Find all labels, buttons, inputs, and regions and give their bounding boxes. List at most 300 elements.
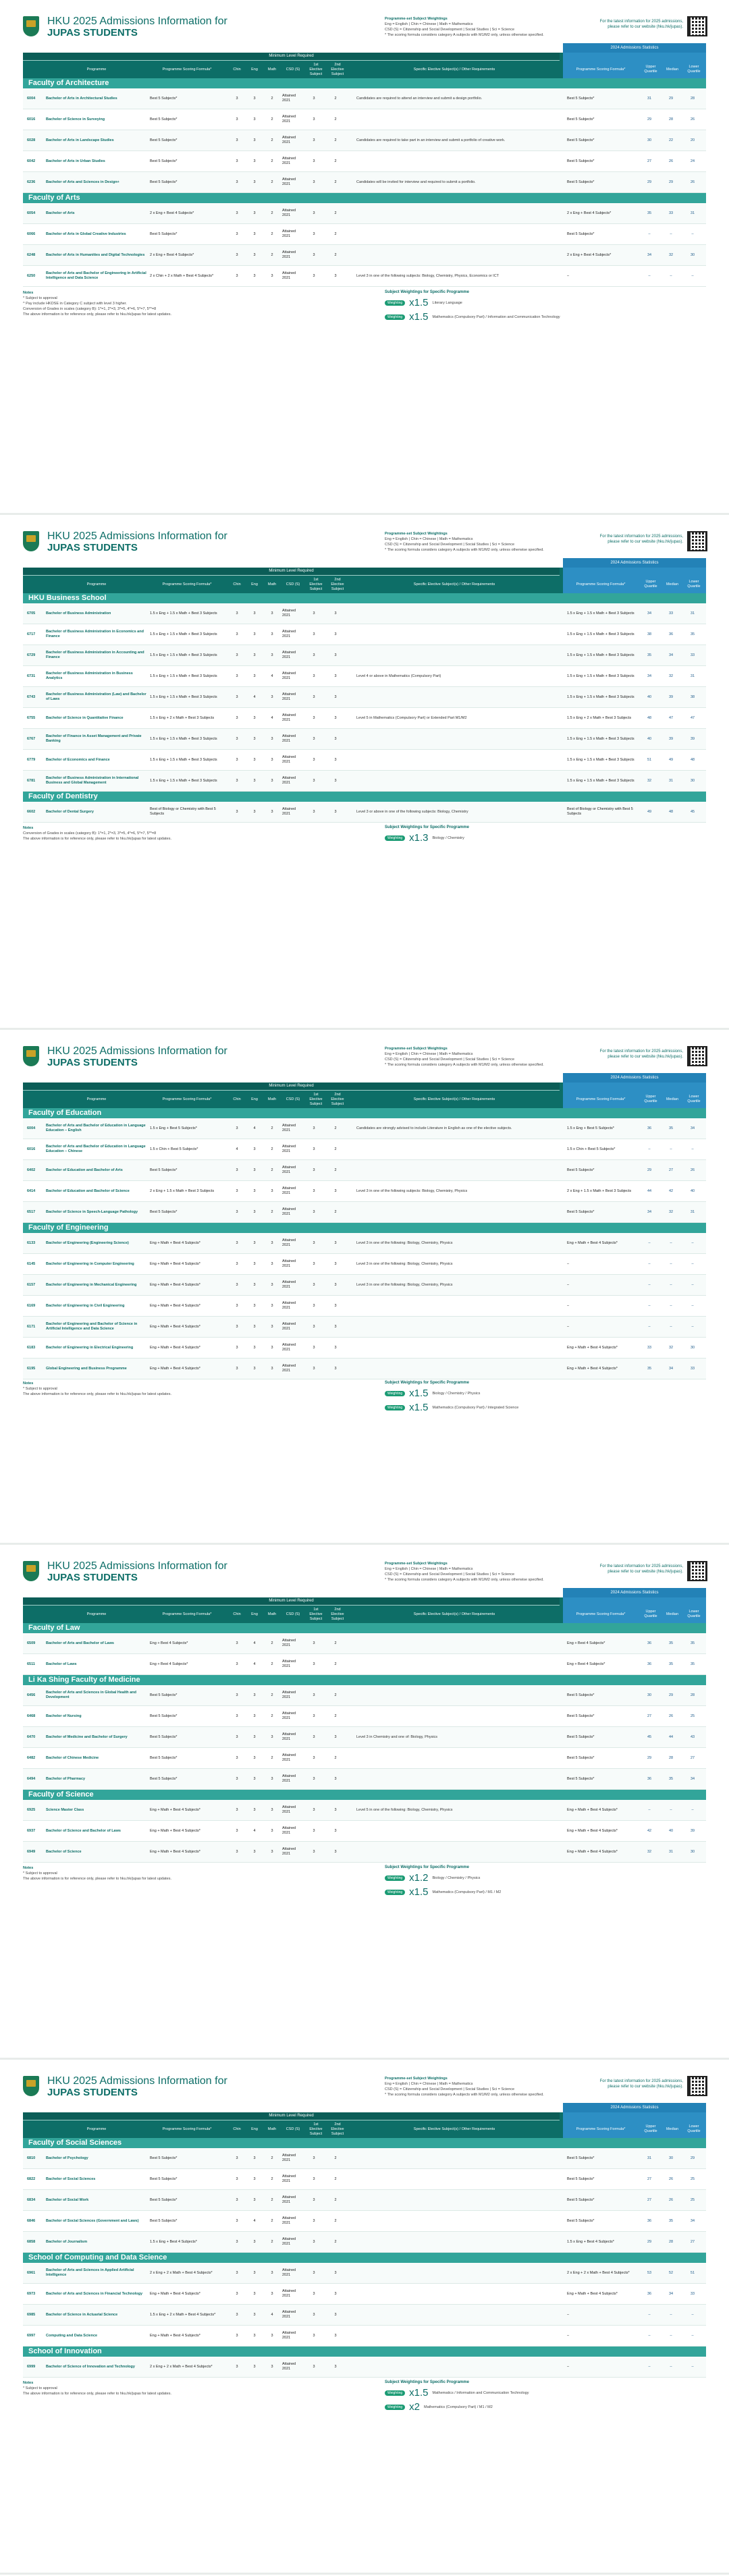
level-chin: 3 (236, 736, 238, 741)
level-eng: 3 (253, 138, 256, 142)
note-line: * Subject to approval (23, 1871, 57, 1875)
stats-formula: Eng + Math + Best 4 Subjects* (567, 1849, 618, 1854)
specific-requirements (356, 1317, 552, 1337)
header-formula2: Programme Scoring Formula* (576, 582, 626, 586)
legend-line: Eng = English | Chin = Chinese | Math = Mathematics (385, 1052, 473, 1056)
level-math: 2 (271, 1126, 273, 1130)
programme-name[interactable]: Bachelor of Social Work (46, 2197, 89, 2202)
specific-requirements (356, 1654, 552, 1674)
lower-quartile: 26 (690, 1168, 695, 1172)
level-e2: 2 (334, 2156, 337, 2160)
programme-code: 6779 (27, 757, 36, 762)
scoring-formula: Best 5 Subjects* (150, 1755, 178, 1760)
specific-requirements (356, 624, 552, 645)
latest-info-text[interactable]: For the latest information for 2025 admissions, please refer to our website (hku.hk/jupas). (599, 20, 683, 29)
programme-name[interactable]: Bachelor of Psychology (46, 2156, 88, 2160)
note-line: ^ Pay include HKDSE in Category C subject with level 3 higher. (23, 302, 127, 306)
header-formula2: Programme Scoring Formula* (576, 1612, 626, 1616)
stats-formula: Best 5 Subjects* (567, 1776, 595, 1781)
level-eng: 3 (253, 211, 256, 215)
scoring-formula: 2 x Eng + 2 x Math + Best 4 Subjects* (150, 2270, 213, 2275)
upper-quartile: 53 (647, 2270, 652, 2275)
section-heading: HKU Business School (23, 593, 706, 603)
section-heading: School of Computing and Data Science (23, 2253, 706, 2263)
level-csd: Attained 2021 (282, 1124, 296, 1132)
median: 52 (668, 2270, 674, 2275)
latest-info-text[interactable]: For the latest information for 2025 admissions, please refer to our website (hku.hk/jupas). (599, 535, 683, 544)
table-row (23, 1181, 706, 1202)
programme-name[interactable]: Bachelor of Science of Innovation and Technology (46, 2364, 135, 2369)
legend-line: * The scoring formula considers category A subjects with M1/M2 only, unless otherwise specified. (385, 1578, 544, 1582)
table-row (23, 1685, 706, 1706)
level-eng: 3 (253, 1807, 256, 1812)
programme-name[interactable]: Bachelor of Arts in Global Creative Industries (46, 231, 126, 236)
legend-line: * The scoring formula considers category A subjects with M1/M2 only, unless otherwise specified. (385, 1063, 544, 1067)
header-programme: Programme (86, 1612, 107, 1616)
programme-name[interactable]: Bachelor of Arts and Sciences in Global Health and Development (46, 1691, 136, 1699)
programme-name[interactable]: Bachelor of Engineering in Mechanical Engineering (46, 1282, 137, 1287)
median: – (670, 1324, 672, 1329)
legend-title: Programme-set Subject Weightings (385, 1047, 448, 1051)
level-chin: 3 (236, 1714, 238, 1718)
programme-name[interactable]: Bachelor of Chinese Medicine (46, 1755, 99, 1760)
section-heading: Faculty of Dentistry (23, 792, 706, 802)
upper-quartile: 42 (647, 1828, 652, 1833)
median: 27 (668, 1168, 674, 1172)
level-chin: 3 (236, 809, 238, 814)
specific-requirements (356, 1202, 552, 1222)
programme-name[interactable]: Global Engineering and Business Programme (46, 1366, 127, 1371)
programme-code: 6004 (27, 96, 36, 101)
level-csd: Attained 2021 (282, 2310, 296, 2319)
level-e2: 3 (334, 778, 337, 783)
level-math: 3 (271, 1366, 273, 1371)
lower-quartile: – (691, 1807, 694, 1812)
programme-code: 6997 (27, 2333, 36, 2338)
level-csd: Attained 2021 (282, 692, 296, 701)
table-row (23, 2190, 706, 2211)
table-header (23, 1076, 706, 1108)
level-csd: Attained 2021 (282, 713, 296, 722)
lower-quartile: – (691, 231, 694, 236)
specific-requirements (356, 1769, 552, 1789)
lower-quartile: 29 (690, 2156, 695, 2160)
programme-name[interactable]: Science Master Class (46, 1807, 84, 1812)
median: 29 (668, 1693, 674, 1697)
programme-name[interactable]: Bachelor of Business Administration in International Business and Global Management (46, 776, 139, 785)
qr-code-icon[interactable] (687, 16, 707, 36)
level-math: 2 (271, 1755, 273, 1760)
level-e2: 3 (334, 2291, 337, 2296)
header-eng: Eng (251, 582, 258, 586)
programme-name[interactable]: Bachelor of Science (46, 1849, 82, 1854)
programme-code: 6781 (27, 778, 36, 783)
min-level-header: Minimum Level Required (23, 568, 560, 576)
header-eng: Eng (251, 2127, 258, 2131)
title-line-1: HKU 2025 Admissions Information for (47, 16, 227, 27)
level-math: 3 (271, 2270, 273, 2275)
specific-requirements (356, 1359, 552, 1379)
programme-name[interactable]: Bachelor of Science in Actuarial Science (46, 2312, 118, 2317)
median: 49 (668, 757, 674, 762)
header-lower: Lower Quartile (687, 2125, 701, 2133)
hku-logo-icon (23, 1561, 39, 1581)
level-csd: Attained 2021 (282, 1207, 296, 1216)
median: 32 (668, 1345, 674, 1350)
level-csd: Attained 2021 (282, 209, 296, 217)
programme-name[interactable]: Bachelor of Science and Bachelor of Laws (46, 1828, 121, 1833)
table-row (23, 2326, 706, 2347)
level-chin: 3 (236, 2333, 238, 2338)
table-row (23, 109, 706, 130)
lower-quartile: 47 (690, 715, 695, 720)
legend (385, 2076, 574, 2098)
level-math: 2 (271, 138, 273, 142)
header-eng: Eng (251, 1097, 258, 1101)
programme-code: 6858 (27, 2239, 36, 2244)
stats-formula: – (567, 2333, 570, 2338)
weighting-subjects: Biology / Chemistry / Physics (432, 1391, 481, 1396)
level-eng: 3 (253, 2176, 256, 2181)
level-e2: 2 (334, 2239, 337, 2244)
scoring-formula: 1.5 x Eng + 1.5 x Math + Best 3 Subjects (150, 632, 217, 636)
programme-name[interactable]: Bachelor of Pharmacy (46, 1776, 86, 1781)
level-eng: 3 (253, 2312, 256, 2317)
lower-quartile: – (691, 2333, 694, 2338)
median: 28 (668, 1755, 674, 1760)
level-eng: 3 (253, 1693, 256, 1697)
title-line-2: JUPAS STUDENTS (47, 26, 138, 38)
programme-name[interactable]: Bachelor of Arts in Landscape Studies (46, 138, 114, 142)
scoring-formula: Best 5 Subjects* (150, 231, 178, 236)
programme-name[interactable]: Bachelor of Arts and Sciences in Financial Technology (46, 2291, 143, 2296)
lower-quartile: 35 (690, 632, 695, 636)
header-upper: Upper Quartile (644, 1610, 657, 1618)
programme-name[interactable]: Bachelor of Arts in Architectural Studies (46, 96, 117, 101)
header-lower: Lower Quartile (687, 580, 701, 588)
section-heading: Faculty of Law (23, 1623, 706, 1633)
upper-quartile: 34 (647, 611, 652, 615)
median: 29 (668, 180, 674, 184)
section-rows (23, 88, 706, 193)
header-chin: Chin (233, 1612, 241, 1616)
level-csd: Attained 2021 (282, 2268, 296, 2277)
table-row (23, 708, 706, 729)
upper-quartile: 34 (647, 252, 652, 257)
level-csd: Attained 2021 (282, 115, 296, 124)
level-e2: 3 (334, 1261, 337, 1266)
programme-name[interactable]: Computing and Data Science (46, 2333, 98, 2338)
programme-name[interactable]: Bachelor of Engineering in Electrical Engineering (46, 1345, 134, 1350)
level-e2: 2 (334, 211, 337, 215)
section-rows (23, 1233, 706, 1379)
scoring-formula: 1.5 x Eng + 1.5 x Math + Best 3 Subjects (150, 778, 217, 783)
scoring-formula: 1.5 x Eng + 1.5 x Math + Best 3 Subjects (150, 736, 217, 741)
programme-name[interactable]: Bachelor of Dental Surgery (46, 809, 94, 814)
programme-name[interactable]: Bachelor of Arts and Bachelor of Education in Language Education – Chinese (46, 1145, 146, 1153)
level-chin: 3 (236, 1755, 238, 1760)
level-math: 2 (271, 2197, 273, 2202)
upper-quartile: 48 (647, 715, 652, 720)
level-e1: 3 (313, 2197, 315, 2202)
programme-name[interactable]: Bachelor of Arts and Sciences in Applied Artificial Intelligence (46, 2268, 134, 2277)
header-programme: Programme (86, 67, 107, 72)
table-row (23, 2284, 706, 2305)
level-math: 2 (271, 1168, 273, 1172)
page-header (0, 1030, 729, 1072)
programme-name[interactable]: Bachelor of Education and Bachelor of Arts (46, 1168, 123, 1172)
programme-name[interactable]: Bachelor of Business Administration (46, 611, 111, 615)
qr-code-icon[interactable] (687, 2076, 707, 2096)
weighting-subjects: Mathematics (Compulsory Part) / M1 / M2 (424, 2405, 493, 2409)
latest-info-text[interactable]: For the latest information for 2025 admissions, please refer to our website (hku.hk/jupas). (599, 1049, 683, 1059)
median: 47 (668, 715, 674, 720)
level-e1: 3 (313, 2291, 315, 2296)
lower-quartile: 33 (690, 653, 695, 657)
level-eng: 3 (253, 1776, 256, 1781)
programme-name[interactable]: Bachelor of Arts and Bachelor of Laws (46, 1641, 114, 1645)
level-chin: 4 (236, 1147, 238, 1151)
weighting-subjects: Mathematics / Information and Communication Technology (432, 2390, 529, 2395)
scoring-formula: Eng + Math + Best 4 Subjects* (150, 1828, 200, 1833)
level-chin: 3 (236, 2218, 238, 2223)
programme-name[interactable]: Bachelor of Arts (46, 211, 75, 215)
table-row (23, 1254, 706, 1275)
programme-name[interactable]: Bachelor of Economics and Finance (46, 757, 110, 762)
upper-quartile: 36 (647, 1126, 652, 1130)
level-eng: 3 (253, 611, 256, 615)
level-chin: 3 (236, 2156, 238, 2160)
programme-name[interactable]: Bachelor of Arts and Bachelor of Education in Language Education – English (46, 1124, 146, 1132)
programme-name[interactable]: Bachelor of Nursing (46, 1714, 82, 1718)
lower-quartile: 25 (690, 2176, 695, 2181)
specific-requirements (356, 1842, 552, 1862)
stats-formula: 2 x Eng + 1.5 x Math + Best 3 Subjects (567, 1188, 632, 1193)
median: 39 (668, 694, 674, 699)
programme-name[interactable]: Bachelor of Arts in Humanities and Digital Technologies (46, 252, 145, 257)
programme-code: 6937 (27, 1828, 36, 1833)
latest-info-text[interactable]: For the latest information for 2025 admissions, please refer to our website (hku.hk/jupas). (599, 1564, 683, 1574)
level-e2: 3 (334, 653, 337, 657)
level-csd: Attained 2021 (282, 1259, 296, 1268)
level-math: 2 (271, 117, 273, 121)
level-eng: 3 (253, 1240, 256, 1245)
level-e1: 3 (313, 2333, 315, 2338)
header-chin: Chin (233, 67, 241, 72)
stats-formula: 2 x Eng + Best 4 Subjects* (567, 252, 612, 257)
header-formula: Programme Scoring Formula* (162, 1097, 212, 1101)
level-e2: 2 (334, 2197, 337, 2202)
level-e1: 3 (313, 632, 315, 636)
level-chin: 3 (236, 273, 238, 278)
programme-name[interactable]: Bachelor of Arts in Urban Studies (46, 159, 105, 163)
specific-requirements (356, 224, 552, 244)
table-row (23, 203, 706, 224)
legend-line: CSD (S) = Citizenship and Social Development | Social Studies | Sci = Science (385, 2087, 515, 2091)
level-e1: 3 (313, 1734, 315, 1739)
level-math: 2 (271, 1641, 273, 1645)
level-chin: 3 (236, 180, 238, 184)
table-body (23, 1108, 706, 1379)
page-title (47, 2076, 227, 2098)
table-row (23, 1139, 706, 1160)
scoring-formula: Eng + Math + Best 4 Subjects* (150, 2291, 200, 2296)
programme-name[interactable]: Bachelor of Finance in Asset Management and Private Banking (46, 734, 142, 743)
programme-name[interactable]: Bachelor of Business Administration (Law) and Bachelor of Laws (46, 692, 146, 701)
level-e1: 3 (313, 694, 315, 699)
lower-quartile: 34 (690, 1776, 695, 1781)
level-math: 2 (271, 1147, 273, 1151)
qr-code-icon[interactable] (687, 1561, 707, 1581)
lower-quartile: – (691, 1240, 694, 1245)
programme-name[interactable]: Bachelor of Business Administration in Economics and Finance (46, 630, 144, 638)
weighting-subjects: Literary Language (432, 300, 462, 305)
stats-formula: Best 5 Subjects* (567, 2156, 595, 2160)
upper-quartile: 45 (647, 1734, 652, 1739)
programme-name[interactable]: Bachelor of Social Sciences (Government and Laws) (46, 2218, 139, 2223)
median: – (670, 2312, 672, 2317)
scoring-formula: Best 5 Subjects* (150, 117, 178, 121)
table-row (23, 2357, 706, 2378)
level-e1: 3 (313, 2218, 315, 2223)
specific-requirements (356, 603, 552, 624)
scoring-formula: Eng + Math + Best 4 Subjects* (150, 2333, 200, 2338)
scoring-formula: Best 5 Subjects* (150, 2218, 178, 2223)
level-e1: 3 (313, 1209, 315, 1214)
upper-quartile: 27 (647, 2176, 652, 2181)
median: 42 (668, 1188, 674, 1193)
note-line: The above information is for reference only, please refer to hku.hk/jupas for latest updates. (23, 312, 172, 317)
programme-name[interactable]: Bachelor of Education and Bachelor of Science (46, 1188, 130, 1193)
page-3 (0, 1030, 729, 1545)
header-elective2: 2nd Elective Subject (331, 1607, 344, 1621)
note-line: Conversion of Grades in scales (category B): 1*=1, 2*=3, 3*=5, 4*=6, 5*=7, 5**=8 (23, 831, 157, 835)
programme-name[interactable]: Bachelor of Engineering (Engineering Science) (46, 1240, 129, 1245)
header-math: Math (267, 2127, 277, 2131)
upper-quartile: 33 (647, 1345, 652, 1350)
level-chin: 3 (236, 211, 238, 215)
scoring-formula: 1.5 x Eng + 1.5 x Math + Best 3 Subjects (150, 611, 217, 615)
notes-label: Notes (23, 1866, 34, 1870)
level-csd: Attained 2021 (282, 2154, 296, 2162)
weighting-pill: Weighting (385, 300, 405, 306)
specific-requirements (356, 750, 552, 770)
section-rows (23, 603, 706, 792)
programme-name[interactable]: Bachelor of Arts and Sciences in Design+ (46, 180, 119, 184)
median: 39 (668, 736, 674, 741)
level-e1: 3 (313, 611, 315, 615)
qr-code-icon[interactable] (687, 1046, 707, 1066)
programme-name[interactable]: Bachelor of Business Administration in Business Analytics (46, 672, 133, 680)
stats-formula: 1.5 x Eng + Best 4 Subjects* (567, 2239, 614, 2244)
level-eng: 3 (253, 2239, 256, 2244)
stats-formula: – (567, 273, 570, 278)
scoring-formula: Best 5 Subjects* (150, 2156, 178, 2160)
programme-code: 6999 (27, 2364, 36, 2369)
latest-info-text[interactable]: For the latest information for 2025 admissions, please refer to our website (hku.hk/jupas). (599, 2079, 683, 2089)
scoring-formula: 2 x Eng + Best 4 Subjects* (150, 211, 194, 215)
programme-name[interactable]: Bachelor of Science in Speech-Language Pathology (46, 1209, 138, 1214)
notes (23, 290, 387, 317)
level-math: 3 (271, 809, 273, 814)
level-eng: 3 (253, 1209, 256, 1214)
notes-label: Notes (23, 826, 34, 830)
programme-name[interactable]: Bachelor of Engineering in Computer Engineering (46, 1261, 134, 1266)
programme-name[interactable]: Bachelor of Social Sciences (46, 2176, 96, 2181)
level-e2: 2 (334, 1714, 337, 1718)
programme-code: 6133 (27, 1240, 36, 1245)
stats-formula: Eng + Math + Best 4 Subjects* (567, 1345, 618, 1350)
specific-requirements (356, 203, 552, 223)
upper-quartile: – (648, 273, 651, 278)
level-math: 3 (271, 1282, 273, 1287)
scoring-formula: 1.5 x Eng + Best 5 Subjects* (150, 1126, 197, 1130)
header-elective2: 2nd Elective Subject (331, 577, 344, 591)
programme-name[interactable]: Bachelor of Business Administration in Accounting and Finance (46, 651, 144, 659)
programme-code: 6834 (27, 2197, 36, 2202)
level-eng: 3 (253, 2197, 256, 2202)
lower-quartile: 28 (690, 96, 695, 101)
scoring-formula: Eng + Math + Best 4 Subjects* (150, 1345, 200, 1350)
stats-title: 2024 Admissions Statistics (563, 1073, 706, 1083)
legend-title: Programme-set Subject Weightings (385, 1562, 448, 1566)
programme-name[interactable]: Bachelor of Engineering and Bachelor of Science in Artificial Intelligence and Data Science (46, 1322, 138, 1331)
programme-name[interactable]: Bachelor of Engineering in Civil Engineering (46, 1303, 125, 1308)
programme-name[interactable]: Bachelor of Science in Quantitative Finance (46, 715, 124, 720)
programme-name[interactable]: Bachelor of Arts and Bachelor of Engineering in Artificial Intelligence and Data Science (46, 271, 146, 280)
stats-title: 2024 Admissions Statistics (563, 43, 706, 53)
level-csd: Attained 2021 (282, 609, 296, 618)
level-chin: 3 (236, 1366, 238, 1371)
hku-logo-icon (23, 1046, 39, 1066)
lower-quartile: 31 (690, 211, 695, 215)
level-eng: 3 (253, 757, 256, 762)
level-e2: 3 (334, 1324, 337, 1329)
table-row (23, 1317, 706, 1338)
lower-quartile: 43 (690, 1734, 695, 1739)
level-e2: 3 (334, 736, 337, 741)
level-math: 4 (271, 715, 273, 720)
median: 28 (668, 2239, 674, 2244)
qr-code-icon[interactable] (687, 531, 707, 551)
level-math: 3 (271, 778, 273, 783)
programme-name[interactable]: Bachelor of Journalism (46, 2239, 88, 2244)
weightings-title: Subject Weightings for Specific Programme (385, 1381, 469, 1385)
upper-quartile: 36 (647, 2218, 652, 2223)
page-header (0, 2060, 729, 2102)
level-chin: 3 (236, 1240, 238, 1245)
weighting-multiplier: x1.3 (409, 832, 429, 844)
programme-code: 6925 (27, 1807, 36, 1812)
programme-name[interactable]: Bachelor of Medicine and Bachelor of Surgery (46, 1734, 128, 1739)
header-math: Math (267, 67, 277, 72)
level-e1: 3 (313, 1714, 315, 1718)
programme-name[interactable]: Bachelor of Science in Surveying (46, 117, 105, 121)
level-csd: Attained 2021 (282, 651, 296, 659)
level-csd: Attained 2021 (282, 136, 296, 144)
programme-name[interactable]: Bachelor of Laws (46, 1662, 77, 1666)
lower-quartile: 27 (690, 2239, 695, 2244)
stats-formula: – (567, 1324, 570, 1329)
stats-formula: 1.5 x Eng + Best 5 Subjects* (567, 1126, 614, 1130)
level-math: 3 (271, 2333, 273, 2338)
notes-label: Notes (23, 2381, 34, 2385)
level-e1: 3 (313, 1807, 315, 1812)
table-row (23, 1654, 706, 1675)
level-csd: Attained 2021 (282, 1732, 296, 1741)
lower-quartile: 45 (690, 809, 695, 814)
level-e2: 3 (334, 1366, 337, 1371)
